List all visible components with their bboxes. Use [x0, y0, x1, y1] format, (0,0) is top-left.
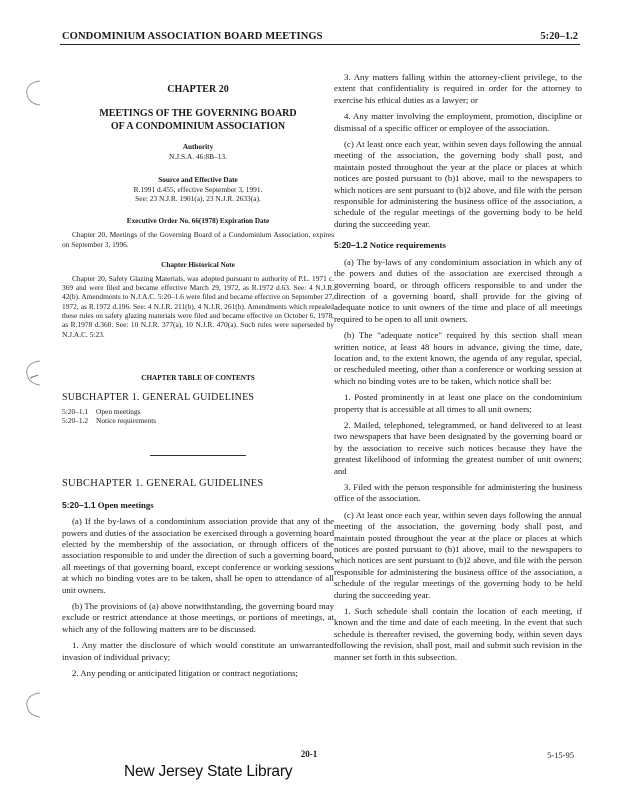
executive-order-text: Chapter 20, Meetings of the Governing Board of a Condominium Association, expires on September 3, 1996.: [62, 230, 334, 249]
toc-heading: CHAPTER TABLE OF CONTENTS: [141, 373, 255, 382]
list-item: 1. Posted prominently in at least one place on the condominium property that is accessible at all times to all unit owners;: [334, 392, 582, 414]
binder-hole-icon: [22, 690, 44, 720]
binder-hole-icon: [22, 358, 44, 388]
revision-date: 5-15-95: [547, 750, 574, 760]
header-rule: [60, 44, 580, 45]
chapter-number: CHAPTER 20: [167, 84, 229, 95]
page-number: 20-1: [300, 749, 318, 759]
source-heading: Source and Effective Date: [158, 175, 238, 184]
toc-entry-number: 5:20–1.2: [62, 416, 89, 426]
list-item: 2. Mailed, telephoned, telegrammed, or hand delivered to at least two newspapers that have been designated by the governing board or by the association to receive such notices because they have the greatest likelihood of informing the greatest number of unit owners; and: [334, 419, 582, 476]
paragraph-c: (c) At least once each year, within seven days following the annual meeting of the association, the governing body shall post, and maintain posted throughout the year at the place or places at which notices are posted pursuant to (b)1 above, mail to the newspapers to which notices are sent pursuant to (b)2 above, and file with the person responsible for administering the business office of the association, a schedule of the regular meetings of the governing body to be held during the succeeding year.: [334, 139, 582, 229]
toc-entry-label: Notice requirements: [96, 416, 157, 426]
section-title: Notice requirements: [369, 240, 446, 251]
section-divider: [150, 455, 246, 456]
authority-text: N.J.S.A. 46:8B–13.: [169, 152, 227, 162]
executive-order-heading: Executive Order No. 66(1978) Expiration Date: [126, 217, 270, 226]
toc-entry-label: Open meetings: [96, 406, 141, 416]
toc-subchapter: SUBCHAPTER 1. GENERAL GUIDELINES: [62, 392, 255, 404]
historical-note-text: Chapter 20, Safety Glazing Materials, was adopted pursuant to authority of P.L. 1971 c. 369 and were filed and became effective March 29, 1972, as R.1972 d.63. See: 4 N.J.R. 42(b). Amendments to N.J.A.C. 5:20–1.6 were filed and became effective on September 27, 1972, as R.1972 d.196. See: 4 N.J.R. 211(b), 4 N.J.R. 261(b). Amendments which repealed these rules on safety glazing materials were filed and became effective on October 6, 1978, as R.1978 d.360. See: 10 N.J.R. 377(a), 10 N.J.R. 470(a). Such rules were superseded by N.J.A.C. 5:23.: [62, 273, 334, 339]
authority-heading: Authority: [182, 143, 214, 152]
left-column: [62, 58, 334, 679]
binder-hole-icon: [22, 78, 44, 108]
list-item: 1. Any matter the disclosure of which would constitute an unwarranted invasion of individual privacy;: [62, 640, 334, 662]
right-column: [334, 58, 582, 663]
list-item: 3. Filed with the person responsible for administering the business office of the association.: [334, 482, 582, 504]
running-header-title: CONDOMINIUM ASSOCIATION BOARD MEETINGS: [62, 31, 323, 42]
chapter-title: [62, 107, 334, 133]
section-title: Open meetings: [97, 499, 154, 510]
section-number: 5:20–1.1: [62, 499, 96, 510]
section-heading-notice-requirements: [334, 240, 582, 251]
library-stamp: New Jersey State Library: [124, 763, 293, 780]
paragraph-c: (c) At least once each year, within seven days following the annual meeting of the association, the governing body shall post, and maintain posted throughout the year at the place or places at which notices are posted pursuant to (b)1 above, mail to the newspapers to which notices are sent pursuant to (b)2 above, and file with the person responsible for administering the business office of the association, a schedule of the regular meetings of the governing body to be held during the succeeding year.: [334, 509, 582, 600]
list-item: 1. Such schedule shall contain the location of each meeting, if known and the time and date of each meeting. In the event that such schedule is thereafter revised, the governing body, within seven days following the revision, shall post, mail and submit such revision in the manner set forth in this subsection.: [334, 606, 582, 662]
paragraph-a: (a) If the by-laws of a condominium association provide that any of the powers and duties of the association be exercised through a governing board elected by the membership of the association, or through officers of the association responsible to and under the direction of such a governing board, all meetings of that governing board, except conference or working sessions at which no binding votes are to be taken, shall be open to attendance of all unit owners.: [62, 516, 334, 595]
toc-entry-number: 5:20–1.1: [62, 406, 89, 416]
list-item: 3. Any matters falling within the attorney-client privilege, to the extent that confidentiality is required in order for the attorney to exercise his ethical duties as a lawyer; or: [334, 72, 582, 105]
toc-entry: [62, 416, 334, 425]
paragraph-b: (b) The "adequate notice" required by this section shall mean written notice, at least 48 hours in advance, giving the time, date, location and, to the extent known, the agenda of any regular, special, or rescheduled meeting, other than a conference or working session at which no binding votes are to be taken, which notice shall be:: [334, 330, 582, 386]
subchapter-heading: SUBCHAPTER 1. GENERAL GUIDELINES: [62, 478, 264, 490]
chapter-title-line-2: OF A CONDOMINIUM ASSOCIATION: [110, 121, 286, 133]
chapter-title-line-1: MEETINGS OF THE GOVERNING BOARD: [99, 108, 297, 120]
historical-note-heading: Chapter Historical Note: [161, 260, 235, 269]
section-heading-open-meetings: [62, 500, 334, 511]
list-item: 2. Any pending or anticipated litigation or contract negotiations;: [72, 668, 298, 679]
running-header-section: 5:20–1.2: [540, 31, 578, 42]
section-number: 5:20–1.2: [334, 240, 368, 251]
paragraph-b: (b) The provisions of (a) above notwithstanding, the governing board may exclude or restrict attendance at those meetings, or portions of meetings, at which any of the following matters are to be discussed.: [62, 601, 334, 634]
list-item: 4. Any matter involving the employment, promotion, discipline or dismissal of a specific officer or employee of the association.: [334, 111, 582, 133]
source-line-1: R.1991 d.455, effective September 3, 1991.: [133, 184, 263, 194]
source-line-2: See: 23 N.J.R. 1901(a), 23 N.J.R. 2633(a).: [135, 194, 261, 203]
toc-entry: [62, 407, 334, 416]
paragraph-a: (a) The by-laws of any condominium association in which any of the powers and duties of the association are exercised through a governing board, or through officers responsible to and under the direction of a governing board, shall provide for the giving of adequate notice to unit owners of the time and place of all meetings required to be open to all unit owners.: [334, 256, 582, 324]
